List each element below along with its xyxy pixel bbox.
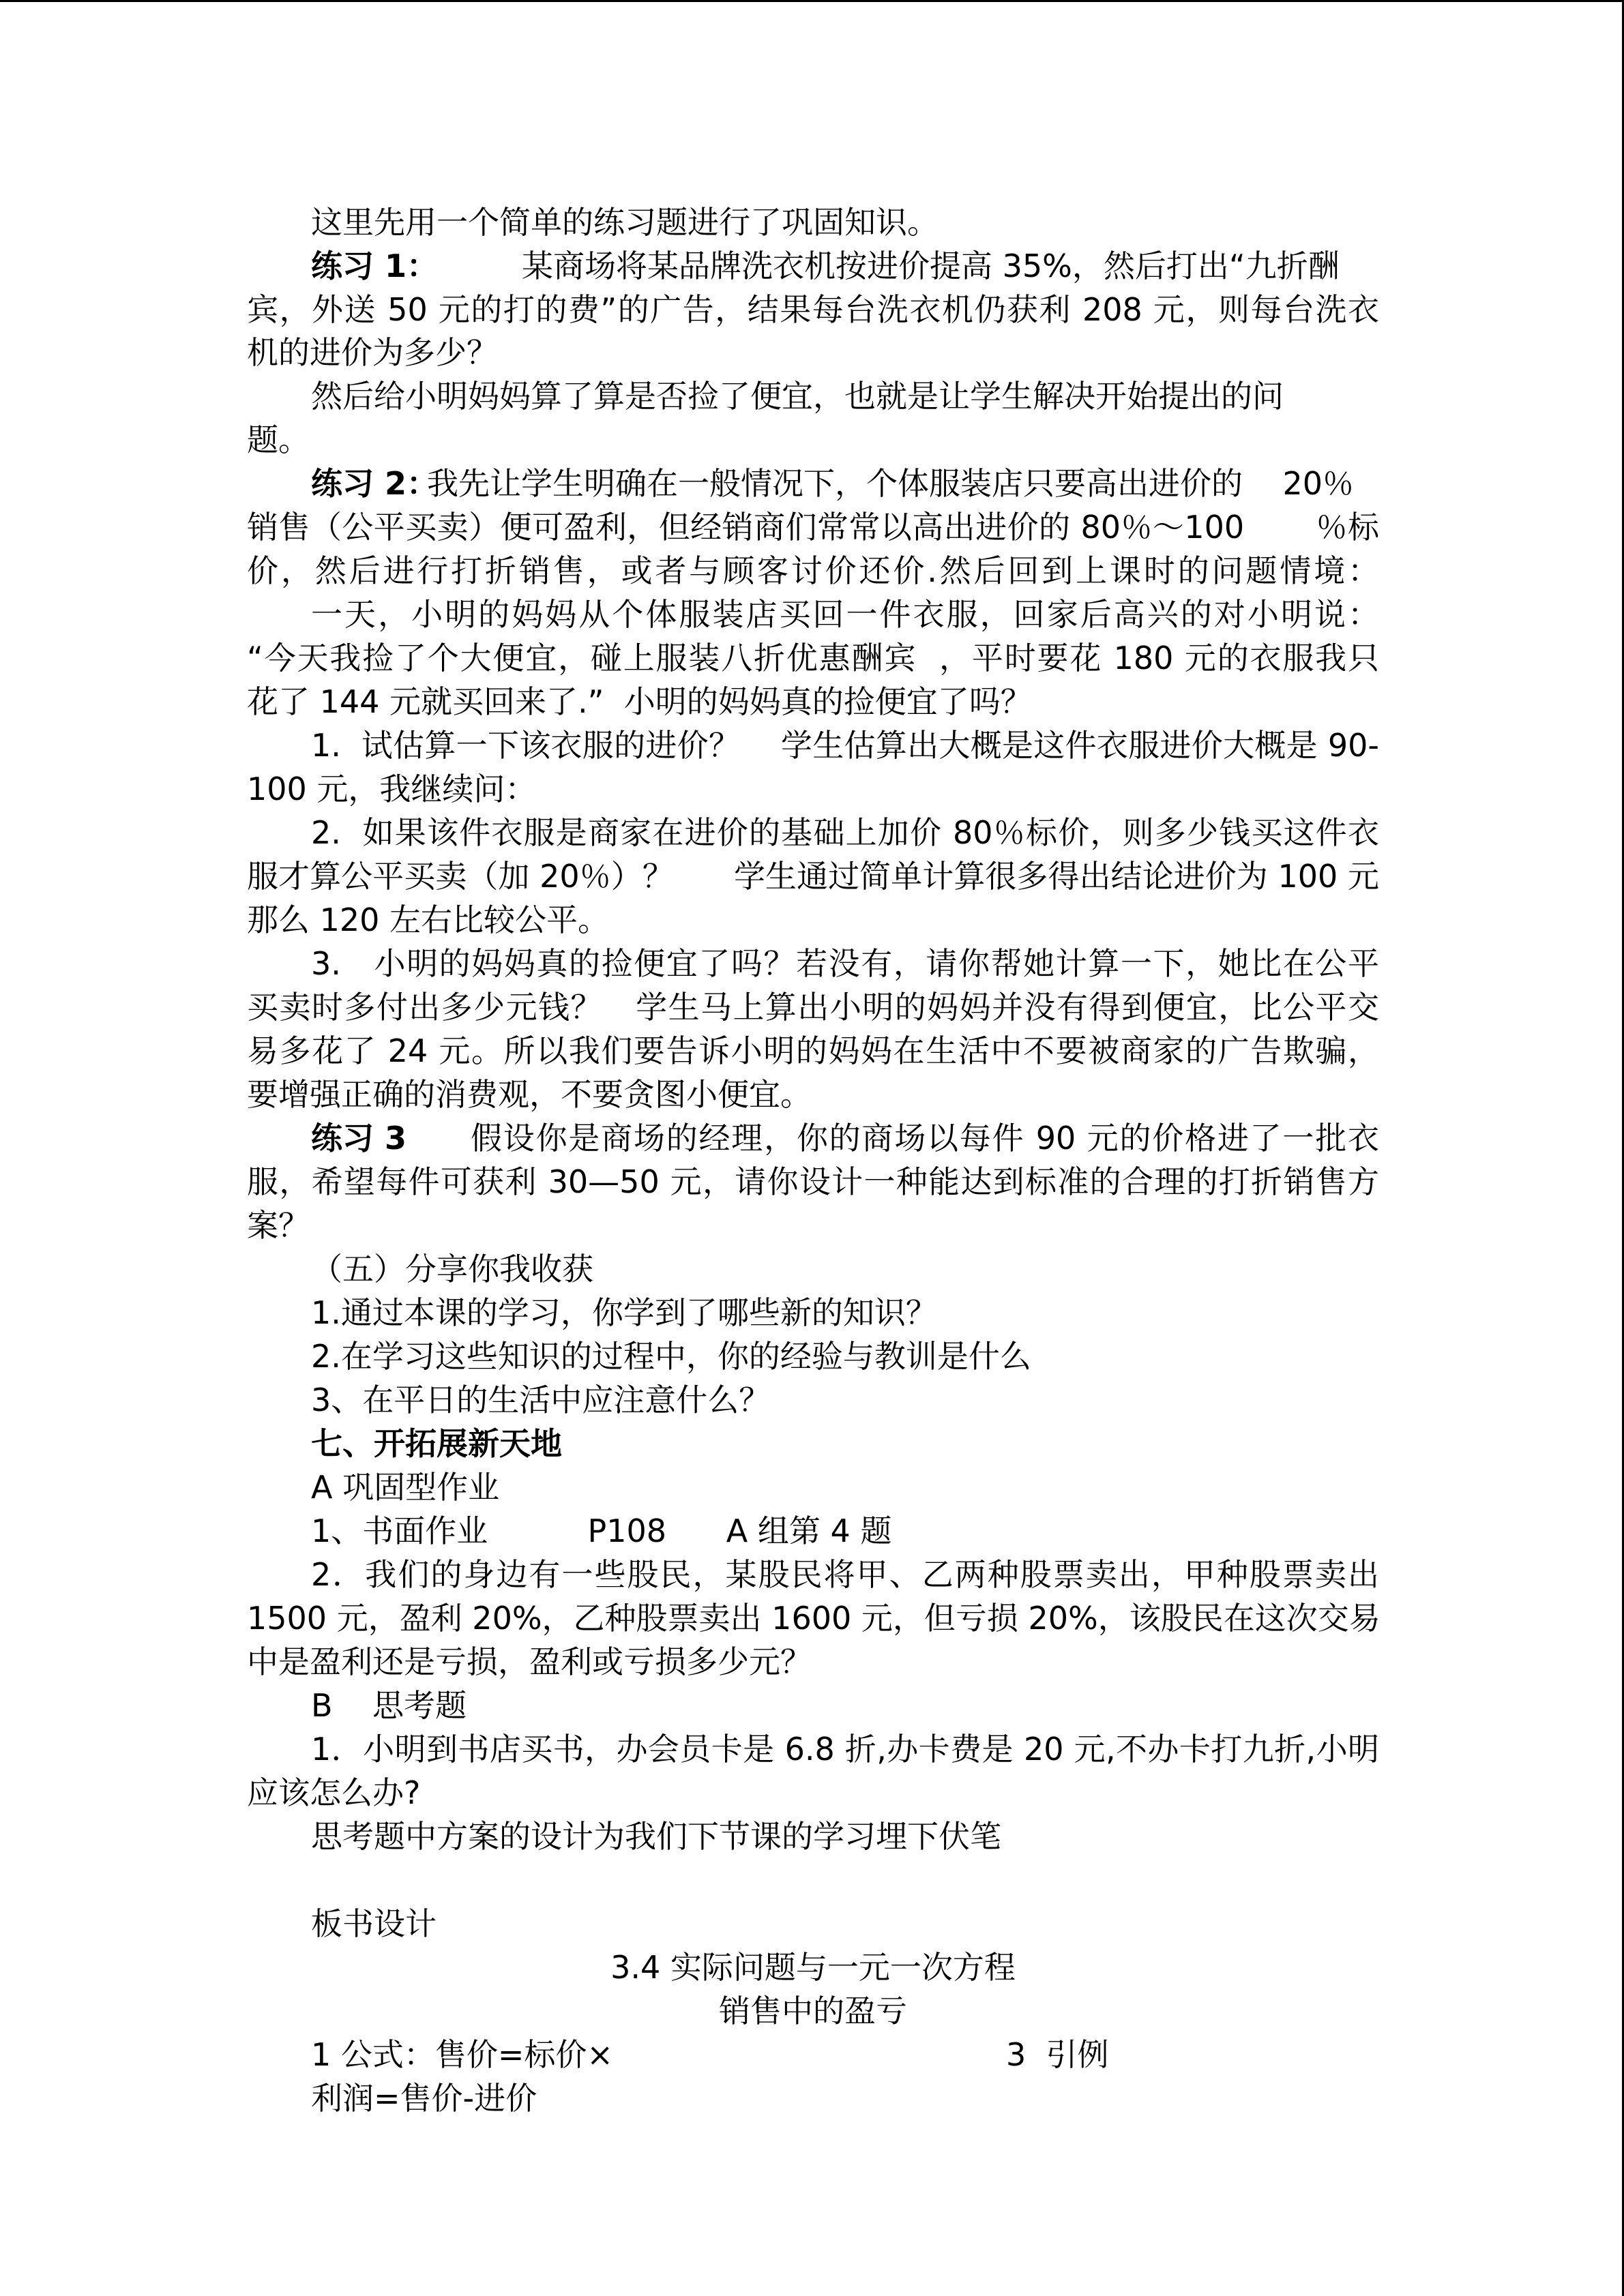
question-3: 3. 小明的妈妈真的捡便宜了吗？若没有，请你帮她计算一下，她比在公平 (311, 945, 1379, 982)
section-7-title: 七、开拓展新天地 (311, 1425, 562, 1462)
exercise-3-text: 假设你是商场的经理，你的商场以每件 90 元的价格进了一批衣 (471, 1120, 1379, 1157)
share-title: （五）分享你我收获 (311, 1251, 593, 1287)
question-1: 1. 试估算一下该衣服的进价？ 学生估算出大概是这件衣服进价大概是 90- (311, 727, 1380, 764)
share-item: 1.通过本课的学习，你学到了哪些新的知识？ (311, 1294, 937, 1331)
exercise-1-label: 练习 1： (311, 248, 439, 284)
homework-b-title: B 思考题 (311, 1687, 467, 1724)
question-2: 那么 120 左右比较公平。 (247, 901, 610, 938)
board-example: 3 引例 (1006, 2036, 1109, 2073)
exercise-3-text: 服，希望每件可获利 30—50 元，请你设计一种能达到标准的合理的打折销售方 (247, 1163, 1379, 1200)
question-2: 服才算公平买卖（加 20％）？ 学生通过简单计算很多得出结论进价为 100 元 (247, 858, 1379, 895)
question-3: 买卖时多付出多少元钱？ 学生马上算出小明的妈妈并没有得到便宜，比公平交 (247, 989, 1379, 1026)
share-item: 2.在学习这些知识的过程中，你的经验与教训是什么 (311, 1338, 1031, 1375)
paragraph-intro: 这里先用一个简单的练习题进行了巩固知识。 (311, 204, 939, 241)
question-3: 易多花了 24 元。所以我们要告诉小明的妈妈在生活中不要被商家的广告欺骗， (247, 1032, 1379, 1069)
homework-a-title: A 巩固型作业 (311, 1469, 500, 1506)
homework-b-item: 1．小明到书店买书，办会员卡是 6.8 折,办卡费是 20 元,不办卡打九折,小明 (311, 1731, 1379, 1768)
exercise-2-label: 练习 2： (311, 465, 439, 502)
exercise-3-text: 案？ (247, 1207, 310, 1244)
paragraph-check: 然后给小明妈妈算了算是否捡了便宜，也就是让学生解决开始提出的问 (311, 378, 1284, 415)
story-text: “今天我捡了个大便宜，碰上服装八折优惠酬宾 ，平时要花 180 元的衣服我只 (247, 640, 1379, 676)
board-heading: 3.4 实际问题与一元一次方程 (610, 1949, 1016, 1986)
story-text: 花了 144 元就买回来了.” 小明的妈妈真的捡便宜了吗？ (247, 683, 1032, 720)
story-text: 一天，小明的妈妈从个体服装店买回一件衣服，回家后高兴的对小明说： (311, 596, 1379, 633)
board-design-title: 板书设计 (311, 1905, 437, 1942)
exercise-2-text: 我先让学生明确在一般情况下，个体服装店只要高出进价的 20％ (427, 465, 1355, 502)
exercise-1-text: 机的进价为多少？ (247, 334, 498, 371)
homework-a-item: 2．我们的身边有一些股民，某股民将甲、乙两种股票卖出，甲种股票卖出 (311, 1556, 1379, 1593)
share-item: 3、在平日的生活中应注意什么？ (311, 1382, 771, 1418)
exercise-1-text: 宾，外送 50 元的打的费”的广告，结果每台洗衣机仍获利 208 元，则每台洗衣 (247, 291, 1379, 328)
board-formula: 1 公式：售价=标价× (311, 2036, 613, 2073)
homework-a-item: 中是盈利还是亏损，盈利或亏损多少元？ (247, 1643, 812, 1680)
exercise-3-label: 练习 3 (311, 1120, 407, 1157)
exercise-2-text: 价，然后进行打折销售，或者与顾客讨价还价.然后回到上课时的问题情境： (247, 552, 1379, 589)
homework-b-item: 应该怎么办? (247, 1774, 421, 1811)
homework-note: 思考题中方案的设计为我们下节课的学习埋下伏笔 (311, 1818, 1001, 1855)
homework-a-item: 1500 元，盈利 20%，乙种股票卖出 1600 元，但亏损 20%，该股民在这次交易 (247, 1600, 1381, 1637)
paragraph-check: 题。 (247, 421, 310, 458)
board-subheading: 销售中的盈亏 (719, 1993, 907, 2029)
homework-a-item: 1、书面作业 P108 A 组第 4 题 (311, 1512, 892, 1549)
exercise-1-text: 某商场将某品牌洗衣机按进价提高 35%，然后打出“九折酬 (522, 248, 1340, 284)
question-2: 2. 如果该件衣服是商家在进价的基础上加价 80％标价，则多少钱买这件衣 (311, 814, 1379, 851)
question-1: 100 元，我继续问： (247, 771, 537, 807)
question-3: 要增强正确的消费观，不要贪图小便宜。 (247, 1076, 812, 1113)
exercise-2-text: 销售（公平买卖）便可盈利，但经销商们常常以高出进价的 80％～100 ％标 (247, 509, 1379, 546)
board-profit: 利润=售价-进价 (311, 2080, 537, 2117)
